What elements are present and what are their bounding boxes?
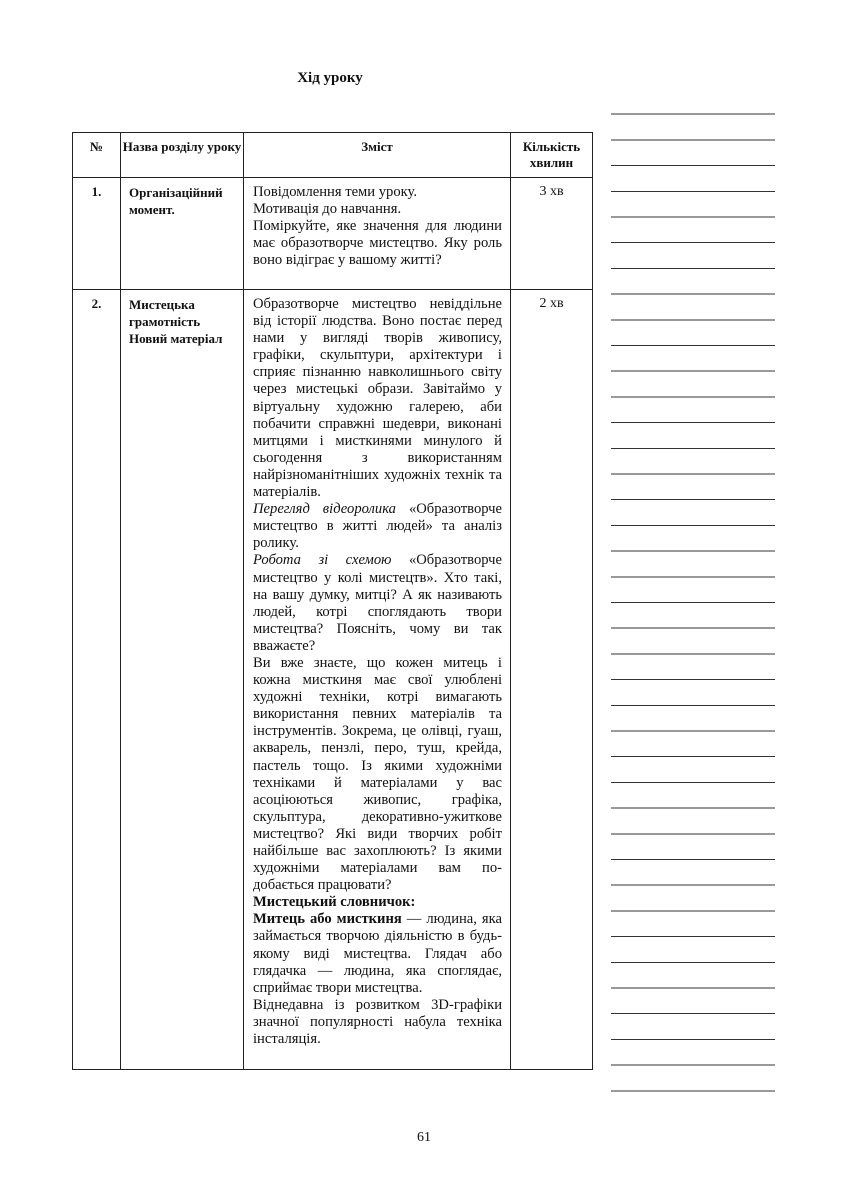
section-line: Новий матеріал [129,331,223,346]
scheme-task-text: «Образотворче мистецтво у колі мистецтв». Хто такі, на вашу думку, митці? А як називають людей, котрі споглядають твори мистецтва? Поясніть, чому ви так вважаєте? [253,552,502,654]
page-title: Хід уроку [297,70,363,86]
table-row [73,290,593,1070]
table-header-row [73,133,593,178]
header-section: Назва розділу уроку [121,133,244,178]
table-row [73,178,593,290]
row-number: 2. [73,290,121,1070]
scheme-task [253,552,502,655]
dictionary-entry [253,911,502,996]
dictionary-term: Митець або мисткиня [253,911,402,928]
row-minutes: 2 хв [511,290,593,1070]
page-number: 61 [417,1130,431,1145]
content-paragraph: Повідомлення теми уроку. [253,184,418,200]
row-content [244,290,511,1070]
row-section: Організаційний момент. [121,178,244,290]
notes-lines [611,89,775,1099]
row-number: 1. [73,178,121,290]
dictionary-heading: Мистецький словничок: [253,894,416,911]
header-content: Зміст [244,133,511,178]
video-task [253,501,502,552]
row-content [244,178,511,290]
video-task-label: Перегляд відеоролика [253,501,396,518]
header-minutes: Кількість хвилин [511,133,593,178]
section-line: Мистецька грамотність [129,297,201,329]
content-paragraph: Поміркуйте, яке значення для людини має образотворче мистецтво. Яку роль воно відіграє у вашому житті? [253,218,502,269]
content-paragraph: Ви вже знаєте, що кожен митець і кожна мисткиня має свої улюблені художні техніки, котрі вимагають використання певних матеріалів та інструментів. Зокрема, це олівці, гуаш, акварель, пензлі, перо, туш, крейда, пастель тощо. Із якими художніми техніками й матеріалами у вас асоціюються живопис, графіка, скульптура, декоративно-ужиткове мистецтво? Які види творчих робіт найбільше вас захоплюють? Із якими художніми матеріалами вам подобається працювати? [253,654,502,894]
content-paragraph: Мотивація до навчання. [253,201,402,218]
video-task-text: «Образотворче мистецтво в житті людей» та аналіз ролику. [253,501,502,552]
lesson-table [72,132,593,1070]
row-section [121,290,244,1070]
row-minutes: 3 хв [511,178,593,290]
content-paragraph: Віднедавна із розвитком 3D-графіки значної популярності набула техніка інсталяція. [253,996,502,1048]
header-number: № [73,133,121,178]
content-paragraph: Образотворче мистецтво невіддільне від історії людства. Воно постає перед нами у вигляді творів живопису, графіки, скульптури, архітектури і сприяє пізнанню навколишнього світу через мистецькі образи. Завітаймо у віртуальну художню галерею, аби побачити справжні шедеври, виконані митцями і мисткинями минулого й сьогодення з використанням найрізноманітніших художніх технік та матеріалів. [253,296,502,501]
scheme-task-label: Робота зі схемою [253,552,392,569]
dictionary-definition: — людина, яка займається творчою діяльністю в будь-якому виді мистецтва. Глядач або глядачка — людина, яка споглядає, сприймає твори мистецтва. [253,911,502,996]
